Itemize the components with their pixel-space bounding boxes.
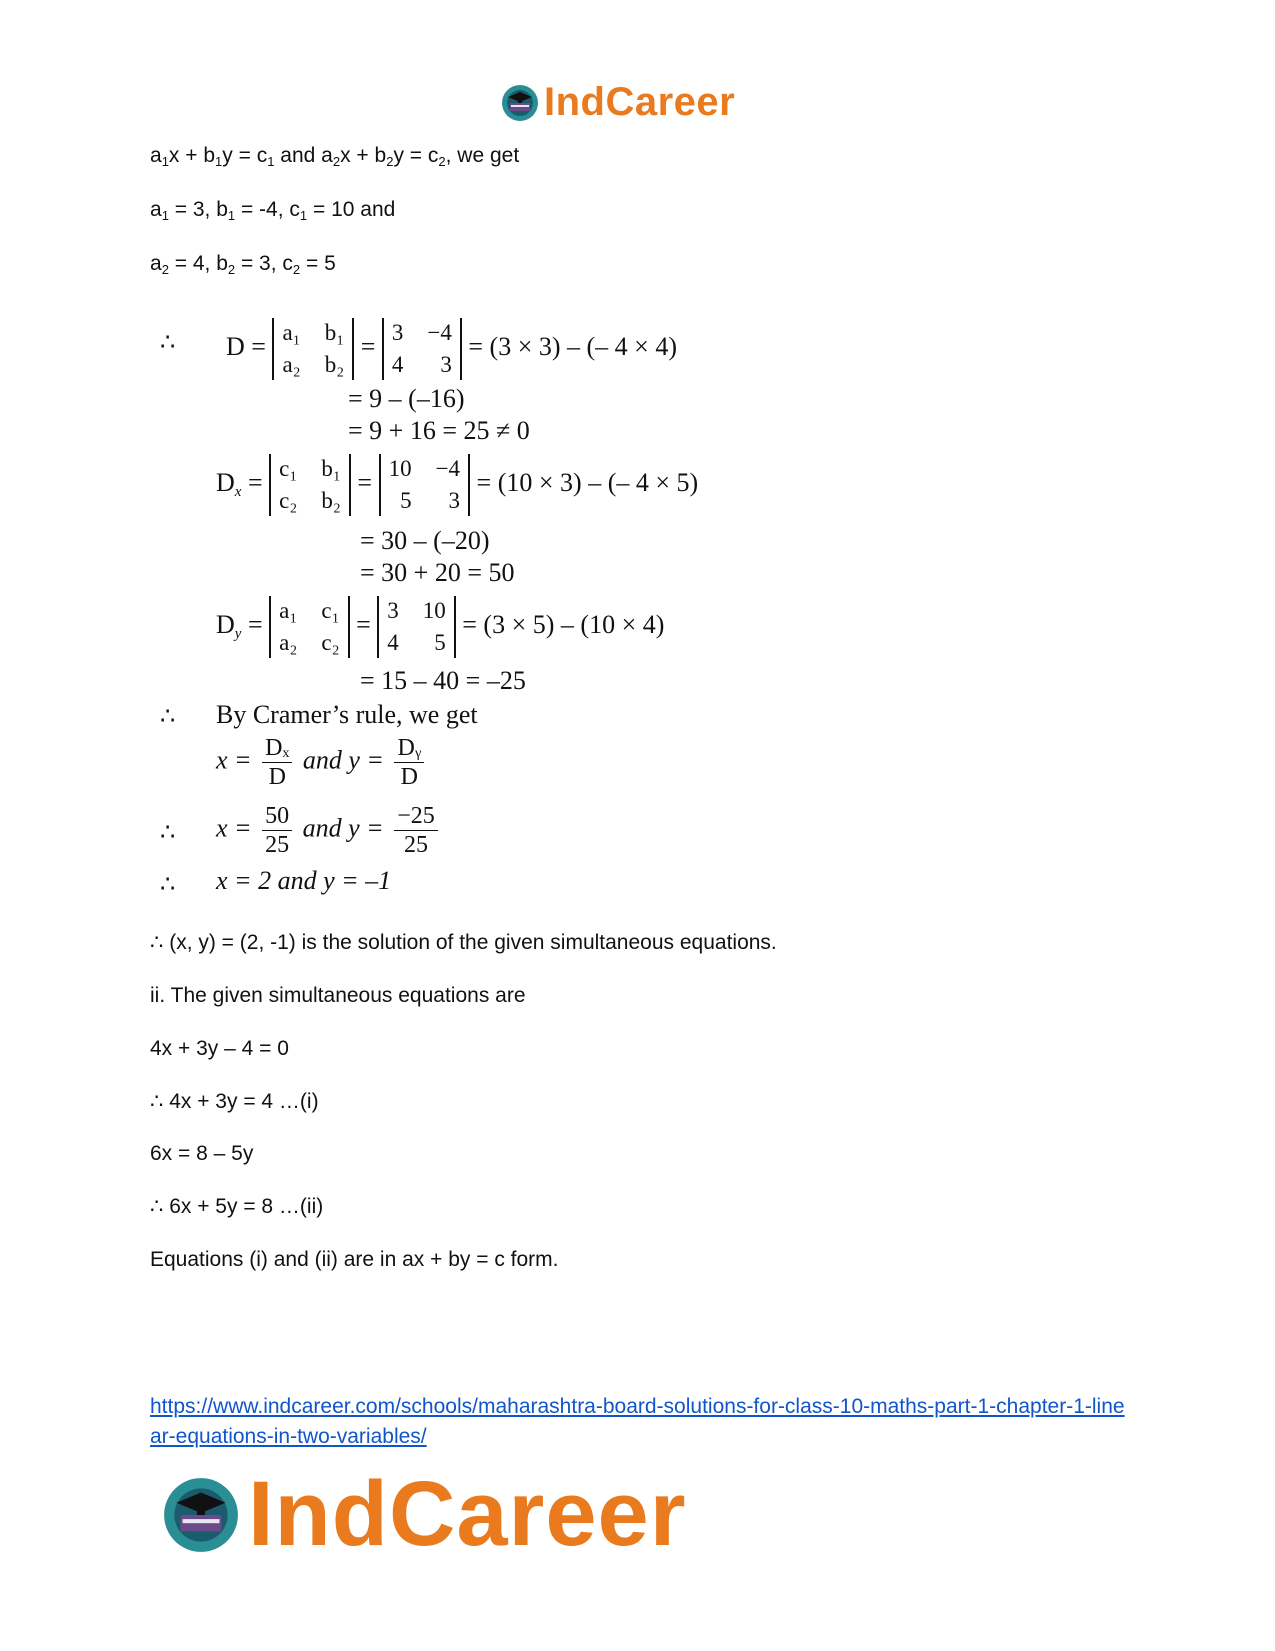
source-link[interactable]: https://www.indcareer.com/schools/maharashtra-board-solutions-for-class-10-maths-part-1-chapter-1-linear-equations-in-two-variables/ (150, 1395, 1125, 1448)
fraction-dx-over-d: $\frac{\text{Dₓ}}{D}$ (262, 734, 292, 791)
brand-name: IndCareer (544, 80, 736, 124)
footer-logo (160, 1462, 687, 1567)
determinant-dy-values: 3 10 4 5 (377, 596, 456, 658)
intro-line-3: $a_2 = 4$, $b_2 = 3$, $c_2 = 5$ (150, 252, 336, 277)
determinant-d-symbols: a₁ b₁ a₂ b₂ (272, 318, 354, 380)
intro-line-2: $a_1 = 3$, $b_1 = -4$, $c_1 = 10$ and (150, 198, 396, 223)
dy-step-1: = 15 – 40 = –25 (360, 666, 526, 695)
intro-line-1: $a_1x + b_1y = c_1$ and $a_2x + b_2y = c_2$, we get (150, 144, 520, 169)
final-answer-row: x = 2 and y = –1 (216, 866, 392, 895)
determinant-dx-values: 10 −4 5 3 (379, 454, 470, 516)
equation-line: 4x + 3y – 4 = 0 (150, 1037, 289, 1060)
graduation-cap-book-icon (160, 1474, 242, 1556)
determinant-dy-row: $D_y$ = a₁ c₁ a₂ c₂ = 3 10 4 5 = (3 × 5) – (10 × 4) (216, 596, 664, 658)
solution-statement: ∴ (x, y) = (2, -1) is the solution of the given simultaneous equations. (150, 931, 777, 954)
cramer-solution-image (160, 318, 760, 938)
therefore-symbol: ∴ (160, 872, 176, 898)
brand-name: IndCareer (248, 1463, 687, 1565)
cramer-formula-row: x = $\frac{\text{Dₓ}}{D}$ and y = $\frac{\text{Dᵧ}}{D}$ (216, 734, 428, 791)
header-logo (500, 80, 735, 125)
therefore-symbol: ∴ (160, 330, 176, 356)
fraction-minus25-over-25: $\frac{-25}{25}$ (394, 802, 438, 859)
substitution-row: x = $\frac{50}{25}$ and y = $\frac{-25}{25}$ (216, 802, 442, 859)
d-step-2: = 9 + 16 = 25 ≠ 0 (348, 416, 530, 445)
form-statement: Equations (i) and (ii) are in ax + by = c form. (150, 1248, 559, 1271)
d-step-1: = 9 – (–16) (348, 384, 465, 413)
equation-line: 6x = 8 – 5y (150, 1142, 254, 1165)
dx-step-1: = 30 – (–20) (360, 526, 490, 555)
determinant-dx-row: $D_x$ = c₁ b₁ c₂ b₂ = 10 −4 5 3 = (10 × 3) – (– 4 × 5) (216, 454, 698, 516)
graduation-cap-book-icon (500, 83, 540, 123)
determinant-d-values: 3 −4 4 3 (382, 318, 462, 380)
fraction-dy-over-d: $\frac{\text{Dᵧ}}{D}$ (394, 734, 424, 791)
equation-i: ∴ 4x + 3y = 4 …(i) (150, 1090, 319, 1113)
determinant-dy-symbols: a₁ c₁ a₂ c₂ (269, 596, 349, 658)
equation-ii: ∴ 6x + 5y = 8 …(ii) (150, 1195, 324, 1218)
therefore-symbol: ∴ (160, 820, 176, 846)
dx-step-2: = 30 + 20 = 50 (360, 558, 515, 587)
determinant-d-row: D = a₁ b₁ a₂ b₂ = 3 −4 4 3 = (3 × 3) – (– 4 × 4) (226, 318, 677, 380)
therefore-symbol: ∴ (160, 704, 176, 730)
determinant-dx-symbols: c₁ b₁ c₂ b₂ (269, 454, 351, 516)
part-ii-intro: ii. The given simultaneous equations are (150, 984, 526, 1007)
fraction-50-over-25: $\frac{50}{25}$ (262, 802, 292, 859)
cramer-rule-text: By Cramer’s rule, we get (216, 700, 478, 729)
